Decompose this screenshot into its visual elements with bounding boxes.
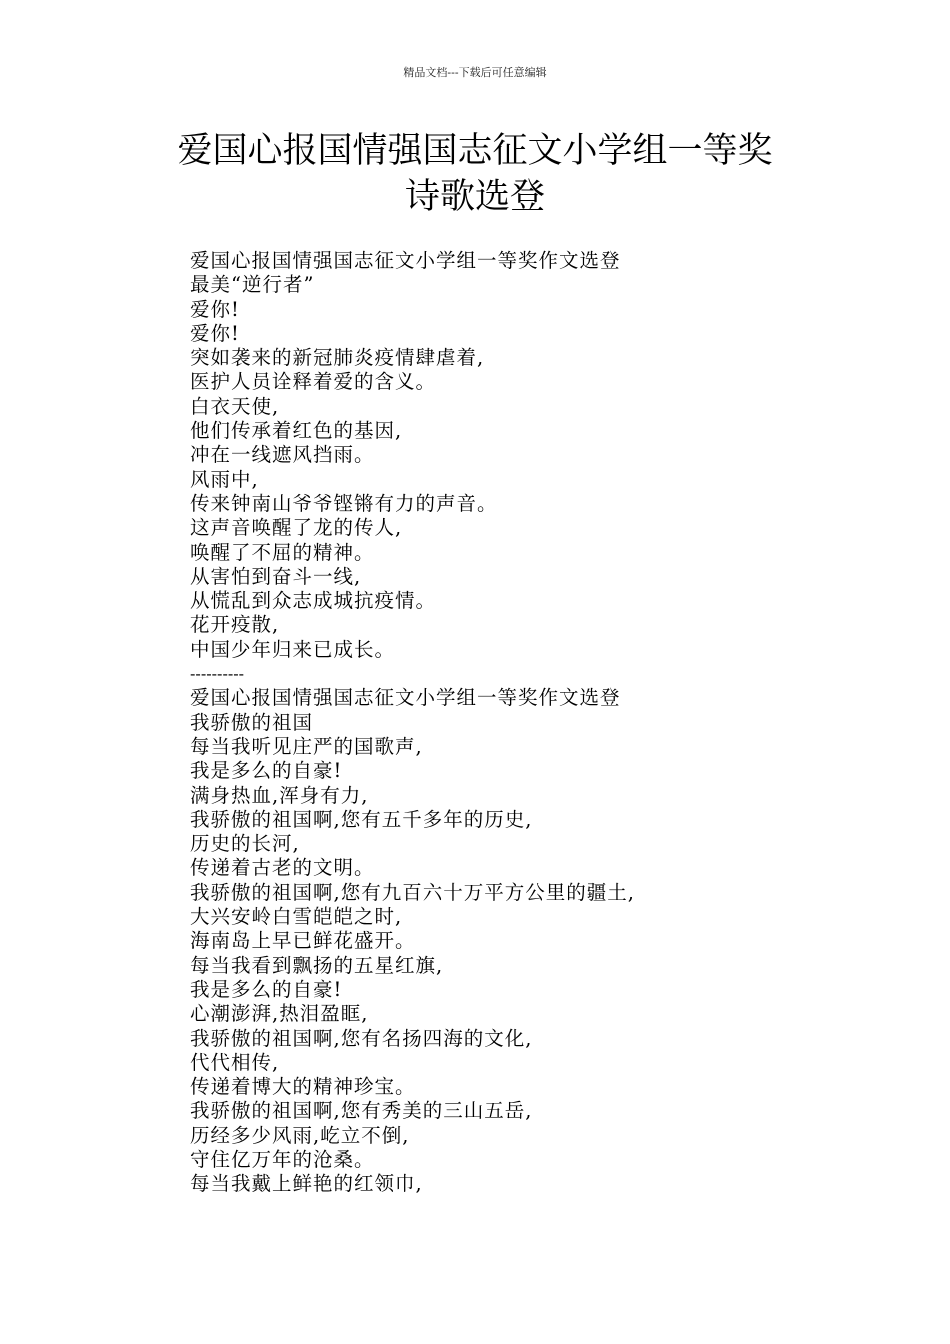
poem-line: 传递着古老的文明。 [190,856,375,880]
poem-line: 满身热血,浑身有力, [190,783,369,807]
poem-line: 我是多么的自豪! [190,977,343,1001]
poem-line: 爱你! [190,297,240,321]
title-line-1: 爱国心报国情强国志征文小学组一等奖 [177,131,773,171]
section-divider: ---------- [190,664,245,684]
poem-line: 我骄傲的祖国 [190,710,314,734]
poem-line: 大兴安岭白雪皑皑之时, [190,905,403,929]
poem-line: 海南岛上早已鲜花盛开。 [190,929,416,953]
poem-line: 风雨中, [190,467,259,491]
poem-body [190,249,890,1197]
poem-line: 代代相传, [190,1050,280,1074]
poem-line: 我是多么的自豪! [190,759,343,783]
poem-line: 这声音唤醒了龙的传人, [190,516,403,540]
poem-line: 医护人员诠释着爱的含义。 [190,370,437,394]
poem-line: 突如袭来的新冠肺炎疫情肆虐着, [190,346,485,370]
poem-line: 守住亿万年的沧桑。 [190,1147,375,1171]
title-line-2: 诗歌选登 [404,177,545,217]
poem-line: 每当我戴上鲜艳的红领巾, [190,1172,423,1196]
poem-line: 传递着博大的精神珍宝。 [190,1075,416,1099]
poem-line: 爱你! [190,321,240,345]
poem-line: 白衣天使, [190,394,280,418]
poem-line: 我骄傲的祖国啊,您有五千多年的历史, [190,807,533,831]
poem-line: 我骄傲的祖国啊,您有秀美的三山五岳, [190,1099,533,1123]
poem-line: 每当我听见庄严的国歌声, [190,734,423,758]
poem-line: 他们传承着红色的基因, [190,419,403,443]
poem-line: 爱国心报国情强国志征文小学组一等奖作文选登 [190,686,621,710]
poem-line: 从慌乱到众志成城抗疫情。 [190,589,437,613]
poem-line: 爱国心报国情强国志征文小学组一等奖作文选登 [190,249,621,272]
poem-line: 最美“逆行者” [190,273,315,297]
poem-line: 花开疫散, [190,613,280,637]
poem-line: 从害怕到奋斗一线, [190,564,362,588]
poem-line: 历史的长河, [190,832,300,856]
poem-line: 唤醒了不屈的精神。 [190,540,375,564]
poem-line: 历经多少风雨,屹立不倒, [190,1123,410,1147]
page-header: 精品文档---下载后可任意编辑 [403,66,547,79]
poem-line: 我骄傲的祖国啊,您有名扬四海的文化, [190,1026,533,1050]
poem-line: 我骄傲的祖国啊,您有九百六十万平方公里的疆土, [190,880,635,904]
poem-line: 传来钟南山爷爷铿锵有力的声音。 [190,491,498,515]
document-title [60,128,890,220]
poem-line: 冲在一线遮风挡雨。 [190,443,375,467]
poem-line: 每当我看到飘扬的五星红旗, [190,953,444,977]
poem-line: 中国少年归来已成长。 [190,637,396,661]
poem-line: 心潮澎湃,热泪盈眶, [190,1002,369,1026]
